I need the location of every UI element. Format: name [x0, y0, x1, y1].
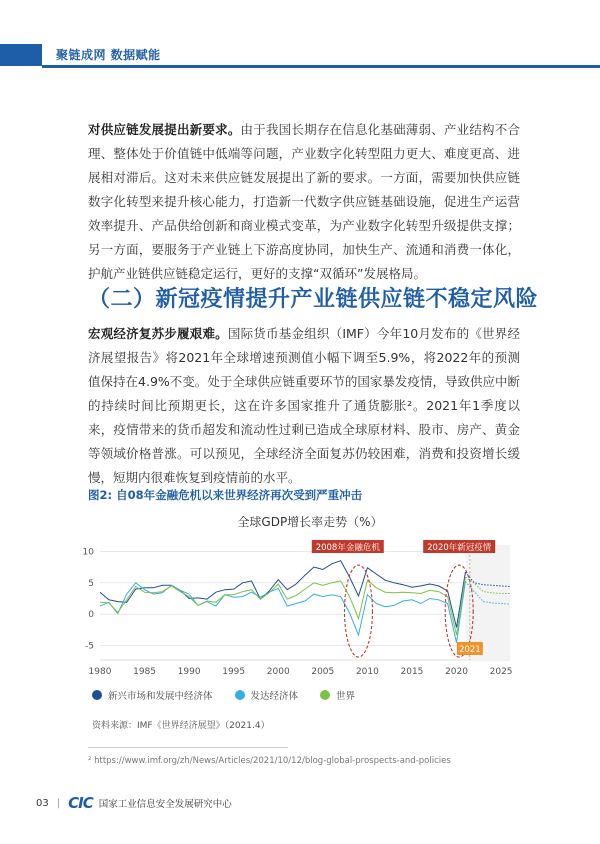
x-tick-label: 1995: [222, 667, 246, 677]
x-tick-label: 2015: [400, 667, 424, 677]
legend-item-emerging: [92, 688, 213, 702]
section-heading: （二）新冠疫情提升产业链供应链不稳定风险: [88, 287, 539, 312]
x-tick-label: 1985: [133, 667, 157, 677]
page-footer: [36, 794, 232, 812]
x-tick-label: 2010: [355, 667, 379, 677]
x-tick-label: 2005: [311, 667, 335, 677]
cic-logo: CIC: [68, 794, 93, 812]
paragraph-lead: 对供应链发展提出新要求。: [88, 122, 241, 137]
y-tick-label: 0: [88, 610, 94, 621]
annotation-2008: 2008年金融危机: [315, 543, 380, 553]
legend-dot-icon: [320, 690, 330, 700]
x-tick-label: 2000: [266, 667, 290, 677]
legend-label: 发达经济体: [250, 691, 299, 702]
y-tick-label: 5: [88, 578, 94, 589]
chart-title: 全球GDP增长率走势（%）: [237, 515, 383, 529]
x-tick-label: 2020: [445, 667, 468, 677]
x-tick-label: 1980: [88, 667, 112, 677]
legend-item-advanced: [235, 688, 299, 702]
legend-label: 新兴市场和发展中经济体: [108, 691, 213, 702]
series-lines: [100, 561, 510, 643]
paragraph-lead: 宏观经济复苏步履艰难。: [88, 326, 228, 341]
legend-item-world: [320, 688, 355, 702]
legend-dot-icon: [92, 690, 102, 700]
annotation-2020: 2020年新冠疫情: [427, 543, 492, 553]
series-line-2: [100, 577, 465, 635]
annotation-2021: 2021: [459, 645, 481, 655]
organization-name: 国家工业信息安全发展研究中心: [98, 799, 232, 810]
x-tick-label: 1990: [177, 667, 201, 677]
running-header: 聚链成网 数据赋能: [56, 48, 161, 62]
x-axis-ticks: [89, 667, 513, 677]
figure-caption: 图2: 自08年金融危机以来世界经济再次受到严重冲击: [88, 488, 363, 502]
y-tick-label: 10: [82, 547, 94, 558]
footnote-rule: [88, 747, 288, 748]
footnote-link[interactable]: ² https://www.imf.org/zh/News/Articles/2021/10/12/blog-global-prospects-and-policies: [88, 756, 451, 766]
page-number: 03: [36, 797, 49, 809]
legend-dot-icon: [235, 690, 245, 700]
figure-source: 资料来源：IMF《世界经济展望》（2021.4）: [92, 721, 270, 731]
y-tick-label: -5: [85, 641, 94, 652]
footer-separator: |: [56, 797, 61, 809]
x-tick-label: 2025: [489, 667, 513, 677]
paragraph-body: 国际货币基金组织（IMF）今年10月发布的《世界经济展望报告》将2021年全球增速预测值小幅下调至5.9%，将2022年的预测值保持在4.9%不变。处于全球供应链重要环节的国家暴发疫情，导致供应中断的持续时间比预期更长，这在许多国家推升了通货膨胀²。2021年1季度以来，疫情带来的货币超发和流动性过剩已造成全球原材料、股市、房产、黄金等领域价格普涨。可以预见，全球经济全面复苏仍较困难，消费和投资增长缓慢，短期内很难恢复到疫情前的水平。: [88, 326, 520, 485]
chart-legend: [92, 688, 377, 702]
y-axis-ticks: [83, 547, 95, 651]
legend-label: 世界: [336, 691, 356, 702]
paragraph-body: 由于我国长期存在信息化基础薄弱、产业结构不合理、整体处于价值链中低端等问题，产业数字化转型阻力更大、难度更高、进展相对滞后。这对未来供应链发展提出了新的要求。一方面，需要加快供应链数字化转型来提升核心能力，打造新一代数字供应链基础设施，促进生产运营效率提升、产品供给创新和商业模式变革，为产业数字化转型升级提供支撑；另一方面，要服务于产业链上下游高度协同，加快生产、流通和消费一体化，护航产业链供应链稳定运行，更好的支撑“双循环”发展格局。: [88, 122, 520, 281]
